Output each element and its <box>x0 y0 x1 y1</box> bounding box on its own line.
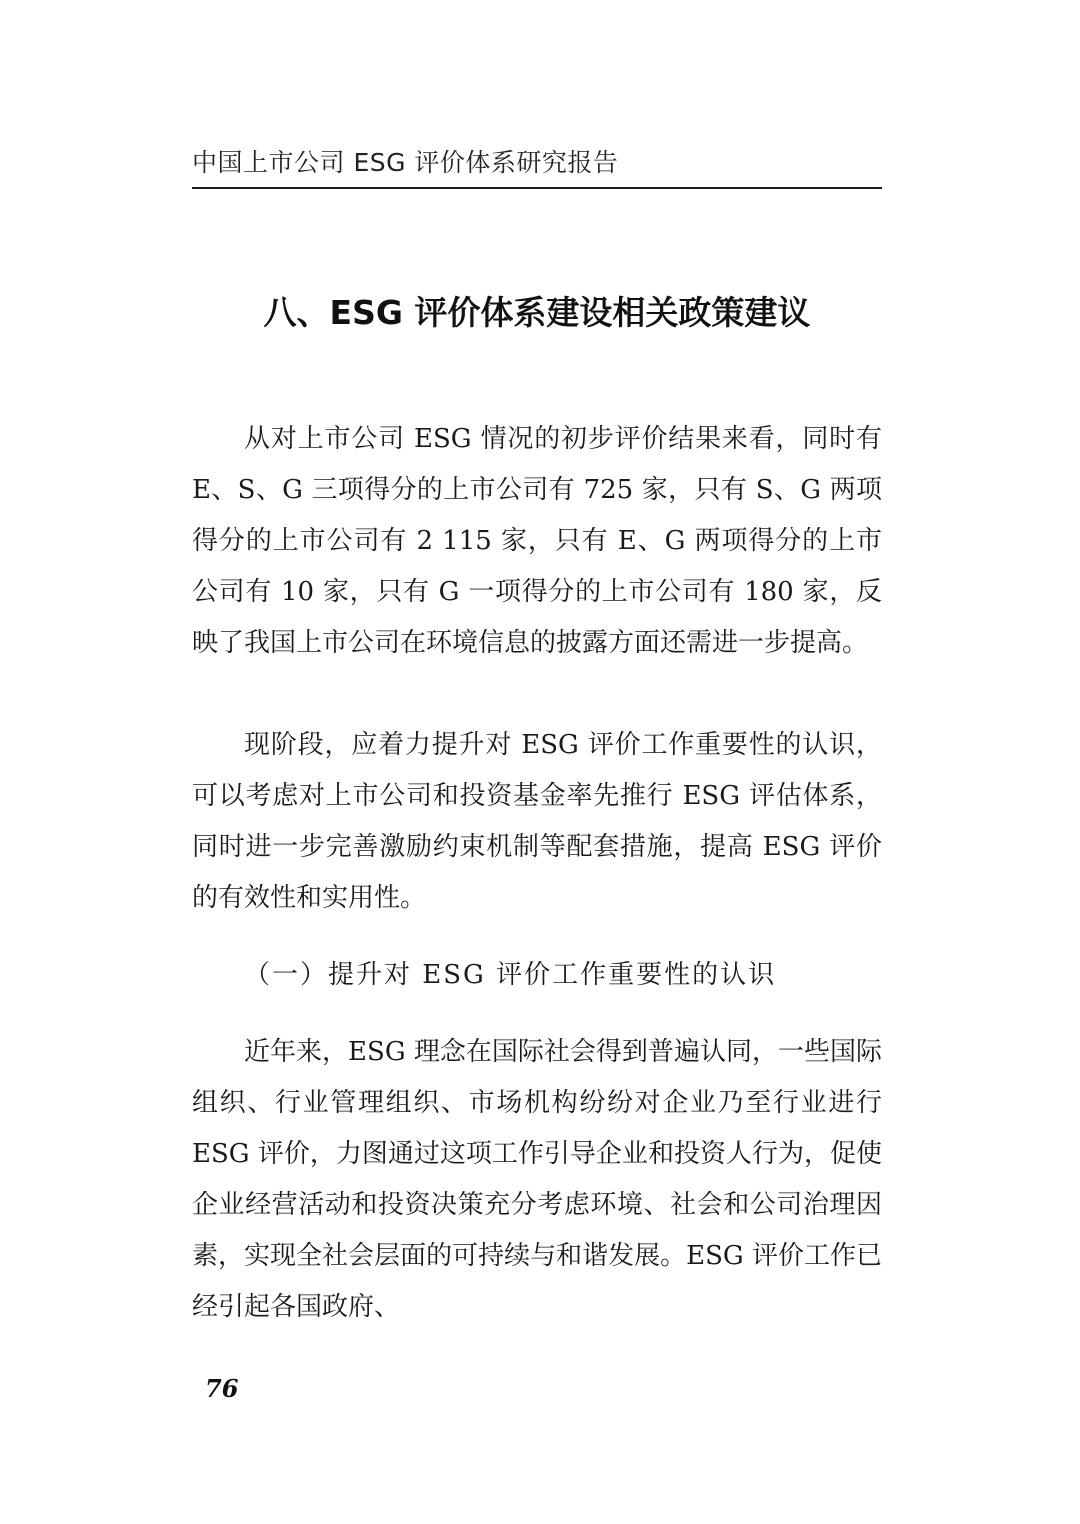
body-paragraph-2: 现阶段，应着力提升对 ESG 评价工作重要性的认识，可以考虑对上市公司和投资基金率先推行 ESG 评估体系，同时进一步完善激励约束机制等配套措施，提高 ESG 评价的有效性和实用性。 <box>192 730 882 913</box>
header-rule <box>192 187 882 189</box>
section-title: 八、ESG 评价体系建设相关政策建议 <box>263 293 811 332</box>
body-paragraph-1: 从对上市公司 ESG 情况的初步评价结果来看，同时有 E、S、G 三项得分的上市公司有 725 家，只有 S、G 两项得分的上市公司有 2 115 家，只有 E、G 两项得分的上市公司有 10 家，只有 G 一项得分的上市公司有 180 家，反映了我国上市公司在环境信息的披露方面还需进一步提高。 <box>192 424 882 658</box>
subsection-title: （一）提升对 ESG 评价工作重要性的认识 <box>244 960 777 990</box>
running-header: 中国上市公司 ESG 评价体系研究报告 <box>192 148 619 177</box>
body-paragraph-3: 近年来，ESG 理念在国际社会得到普遍认同，一些国际组织、行业管理组织、市场机构纷纷对企业乃至行业进行 ESG 评价，力图通过这项工作引导企业和投资人行为，促使企业经营活动和投资决策充分考虑环境、社会和公司治理因素，实现全社会层面的可持续与和谐发展。ESG 评价工作已经引起各国政府、 <box>192 1037 882 1322</box>
page-number: 76 <box>205 1374 239 1403</box>
